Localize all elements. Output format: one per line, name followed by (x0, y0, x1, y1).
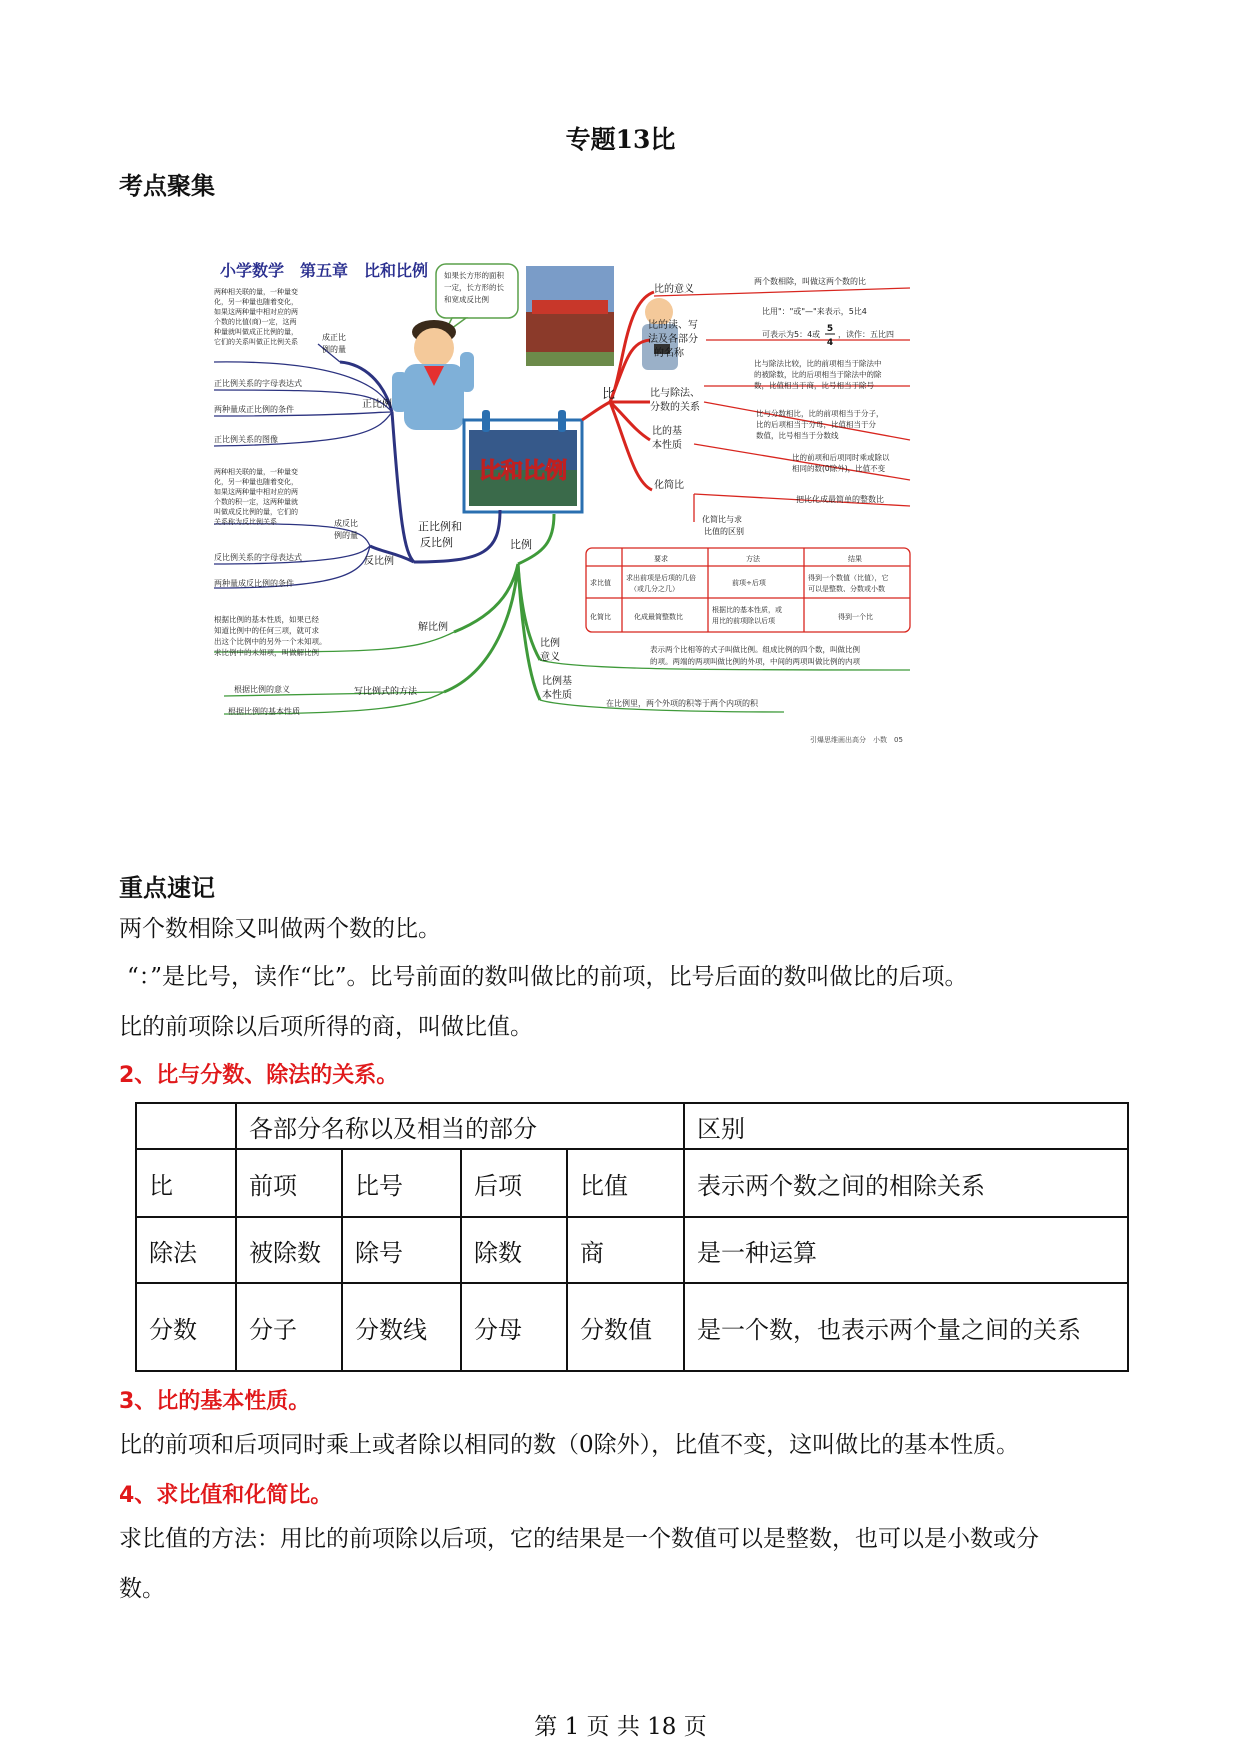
node-zheng-sub: 成正比例的量 (322, 333, 346, 354)
zheng-item-1: 正比例关系的字母表达式 (214, 379, 302, 388)
node-jiebili: 解比例 (418, 622, 448, 633)
table-row (136, 1283, 1128, 1371)
svg-text:根据比的基本性质，或: 根据比的基本性质，或 (712, 606, 782, 614)
table-cell-diff: 是一个数，也表示两个量之间的关系 (684, 1283, 1128, 1371)
paragraph-method-1: 求比值的方法：用比的前项除以后项，它的结果是一个数值可以是整数，也可以是小数或分 (119, 1526, 1039, 1552)
node-bi-jianhua: 化简比 (654, 480, 684, 491)
table-cell: 前项 (236, 1149, 342, 1217)
svg-text:用比的前项除以后项: 用比的前项除以后项 (712, 617, 775, 625)
center-label: 比和比例 (478, 459, 568, 484)
heading-3: 3、比的基本性质。 (119, 1389, 311, 1414)
text-fan-desc: 两种相关联的量，一种量变化，另一种量也随着变化，如果这两种量中相对应的两个数的积一定，这两种量就叫做成反比例的量，它们的关系称为反比例关系 (214, 468, 298, 526)
node-fan-sub: 成反比例的量 (334, 519, 358, 540)
paragraph-1: 两个数相除又叫做两个数的比。 (119, 916, 441, 942)
branch-bili (444, 514, 554, 700)
mindmap-heading: 小学数学 第五章 比和比例 (220, 261, 429, 280)
table-cell: 除号 (342, 1217, 461, 1283)
tiananmen-photo (526, 266, 614, 366)
branch-label-zhengfan: 正比例和反比例 (418, 520, 462, 549)
relation-table (135, 1102, 1129, 1372)
row-name: 分数 (136, 1283, 236, 1371)
mini-table (590, 554, 889, 625)
table-cell: 被除数 (236, 1217, 342, 1283)
svg-text:得到一个数值（比值），它: 得到一个数值（比值），它 (808, 574, 889, 582)
heading-2: 2、比与分数、除法的关系。 (119, 1063, 399, 1088)
table-cell: 商 (567, 1217, 684, 1283)
text-bi-dufa-2: 可表示为5：4或 (762, 330, 821, 339)
table-header-diff: 区别 (684, 1103, 1128, 1149)
table-cell: 分子 (236, 1283, 342, 1371)
table-cell: 分数线 (342, 1283, 461, 1371)
table-row (136, 1149, 1128, 1217)
branch-label-bi: 比 (602, 387, 616, 402)
table-header-parts: 各部分名称以及相当的部分 (236, 1103, 684, 1149)
node-bi-yiyi: 比的意义 (654, 284, 694, 295)
table-cell-diff: 表示两个数之间的相除关系 (684, 1149, 1128, 1217)
table-cell-diff: 是一种运算 (684, 1217, 1128, 1283)
page-title: 专题13比 (565, 125, 676, 154)
svg-text:求出前项是后项的几倍: 求出前项是后项的几倍 (626, 574, 696, 582)
center-node (464, 410, 582, 512)
node-bi-guanxi: 比与除法、分数的关系 (650, 388, 700, 413)
text-bi-yiyi: 两个数相除，叫做这两个数的比 (754, 277, 866, 286)
node-xiebili: 写比例式的方法 (354, 687, 418, 697)
fan-item-2: 两种量成反比例的条件 (214, 579, 294, 588)
text-bi-guanxi-2: 比与分数相比，比的前项相当于分子，比的后项相当于分母，比值相当于分数值，比号相当于分数线 (756, 409, 884, 440)
bi-fraction-denominator: 4 (826, 338, 834, 348)
svg-text:（或几分之几）: （或几分之几） (630, 585, 679, 593)
text-bili-xingzhi: 在比例里，两个外项的积等于两个内项的积 (606, 699, 758, 708)
svg-text:化简比: 化简比 (590, 613, 611, 621)
section-heading-sudji: 重点速记 (119, 873, 215, 902)
text-zheng-desc: 两种相关联的量，一种量变化，另一种量也随着变化，如果这两种量中相对应的两个数的比值(商)一定，这两种量就叫做成正比例的量，它们的关系叫做正比例关系 (214, 288, 298, 346)
xie-item-2: 根据比例的基本性质 (228, 707, 300, 716)
page-footer: 第 1 页 共 18 页 (534, 1714, 707, 1740)
row-name: 比 (136, 1149, 236, 1217)
node-bili-yiyi: 比例意义 (540, 638, 560, 663)
svg-text:前项÷后项: 前项÷后项 (732, 579, 766, 587)
branch-label-bili: 比例 (510, 538, 532, 551)
node-bi-xingzhi: 比的基本性质 (652, 426, 682, 451)
fan-item-1: 反比例关系的字母表达式 (214, 553, 302, 562)
section-heading-kaodian: 考点聚集 (119, 171, 215, 200)
svg-text:结果: 结果 (848, 555, 862, 563)
node-fanbili: 反比例 (364, 556, 394, 567)
paragraph-2: “：”是比号，读作“比”。比号前面的数叫做比的前项，比号后面的数叫做比的后项。 (127, 964, 968, 990)
table-cell: 分数值 (567, 1283, 684, 1371)
text-bi-dufa-3: ，读作：五比四 (838, 330, 894, 339)
text-bi-jianhua: 把比化成最简单的整数比 (796, 495, 884, 504)
table-cell: 后项 (461, 1149, 567, 1217)
table-cell: 比号 (342, 1149, 461, 1217)
table-cell: 比值 (567, 1149, 684, 1217)
text-bi-guanxi-1: 比与除法比较，比的前项相当于除法中的被除数，比的后项相当于除法中的除数，比值相当于商，比号相当于除号 (754, 359, 882, 390)
node-bi-dufa: 比的读、写法及各部分的名称 (648, 320, 698, 359)
svg-text:要求: 要求 (654, 555, 668, 563)
heading-4: 4、求比值和化简比。 (119, 1483, 333, 1508)
svg-text:方法: 方法 (746, 555, 760, 563)
table-row (136, 1217, 1128, 1283)
table-cell: 除数 (461, 1217, 567, 1283)
table-cell: 分母 (461, 1283, 567, 1371)
text-bi-dufa-1: 比用"："或"—"来表示，5比4 (762, 307, 867, 316)
node-bili-xingzhi: 比例基本性质 (542, 676, 572, 701)
mind-map (214, 252, 1026, 837)
boy-illustration (392, 320, 474, 430)
xie-item-1: 根据比例的意义 (234, 685, 290, 694)
node-bi-qubie: 化简比与求比值的区别 (702, 515, 744, 536)
text-jie-desc: 根据比例的基本性质，如果已经知道比例中的任何三项，就可求出这个比例中的另外一个未知项。求比例中的未知项，叫做解比例 (214, 615, 327, 657)
paragraph-3: 比的前项除以后项所得的商，叫做比值。 (119, 1014, 533, 1040)
svg-text:得到一个比: 得到一个比 (838, 613, 873, 621)
svg-text:如果长方形的面积一定，长方形的长和宽成反比例: 如果长方形的面积一定，长方形的长和宽成反比例 (444, 271, 504, 304)
svg-text:可以是整数、分数或小数: 可以是整数、分数或小数 (808, 585, 885, 593)
table-corner-cell (136, 1103, 236, 1149)
row-name: 除法 (136, 1217, 236, 1283)
svg-text:化成最简整数比: 化成最简整数比 (634, 613, 683, 621)
mindmap-footer-note: 引爆思维画出高分 小数 05 (810, 736, 903, 744)
node-zhengbili: 正比例 (362, 399, 392, 410)
paragraph-property: 比的前项和后项同时乘上或者除以相同的数（0除外），比值不变，这叫做比的基本性质。 (119, 1432, 1020, 1458)
zheng-item-3: 正比例关系的图像 (214, 435, 278, 444)
svg-text:求比值: 求比值 (590, 579, 611, 587)
text-bili-yiyi: 表示两个比相等的式子叫做比例。组成比例的四个数，叫做比例的项。两端的两项叫做比例的外项，中间的两项叫做比例的内项 (650, 645, 860, 666)
paragraph-method-2: 数。 (119, 1576, 165, 1602)
bi-fraction-numerator: 5 (826, 324, 834, 334)
zheng-item-2: 两种量成正比例的条件 (214, 405, 294, 414)
text-bi-xingzhi: 比的前项和后项同时乘或除以相同的数(0除外)，比值不变 (792, 453, 890, 473)
